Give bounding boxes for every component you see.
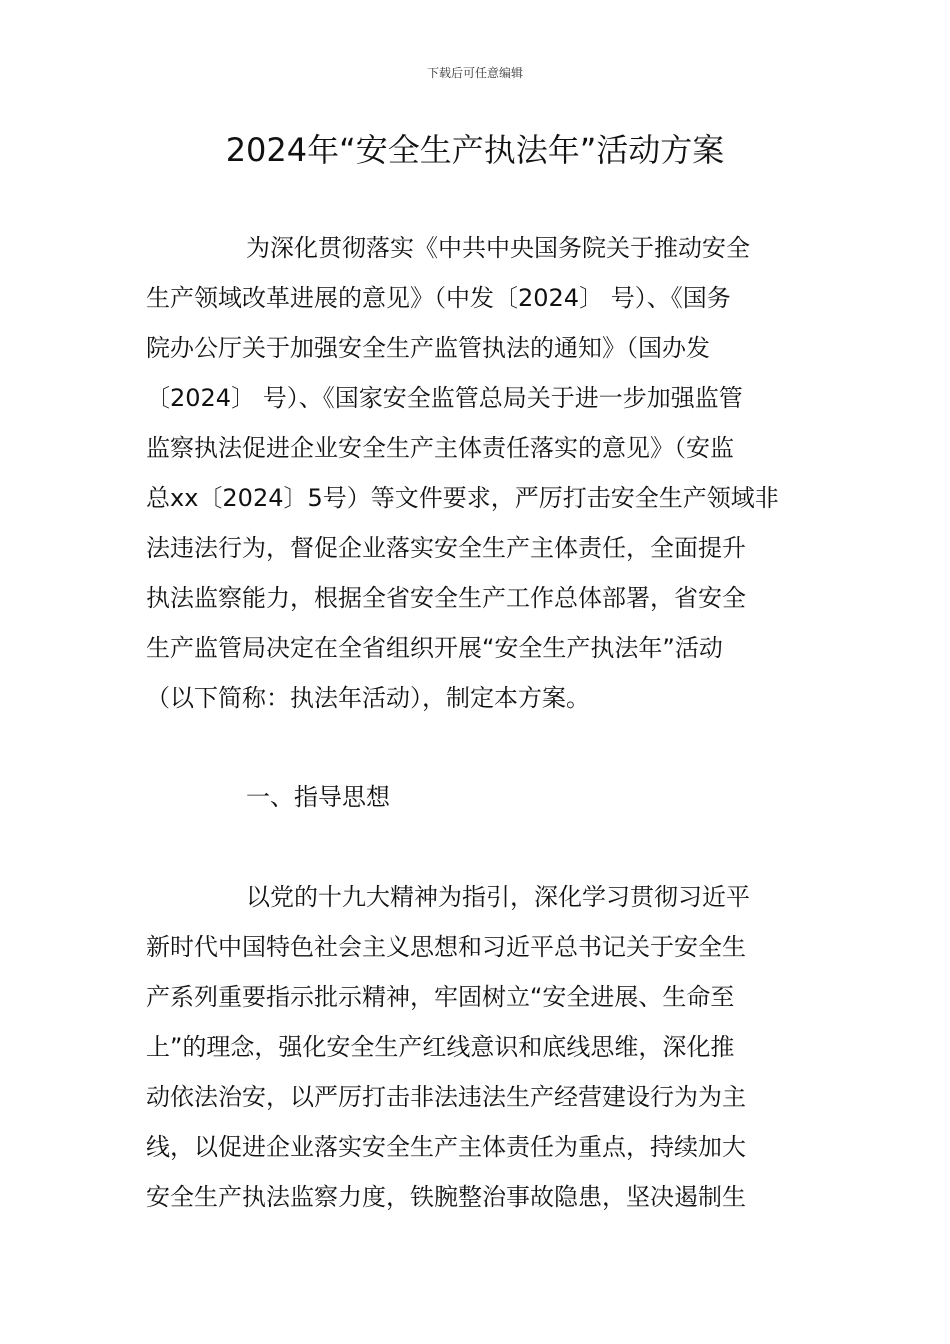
paragraph-line: 以党的十九大精神为指引，深化学习贯彻习近平	[246, 883, 750, 911]
page-header-note: 下载后可任意编辑	[426, 66, 523, 80]
paragraph-line: 〔2024〕 号）、《国家安全监管总局关于进一步加强监管	[146, 384, 743, 412]
paragraph-line: （以下简称：执法年活动），制定本方案。	[146, 684, 590, 712]
paragraph-line: 产系列重要指示批示精神，牢固树立“安全进展、生命至	[146, 983, 735, 1011]
paragraph-line: 线，以促进企业落实安全生产主体责任为重点，持续加大	[146, 1133, 746, 1161]
paragraph-line: 生产领域改革进展的意见》（中发〔2024〕 号）、《国务	[146, 284, 731, 312]
document-title: 2024年“安全生产执法年”活动方案	[225, 131, 725, 169]
paragraph-line: 新时代中国特色社会主义思想和习近平总书记关于安全生	[146, 933, 746, 961]
section-heading-guiding-ideology: 一、指导思想	[246, 783, 390, 811]
paragraph-line: 院办公厅关于加强安全生产监管执法的通知》（国办发	[146, 334, 710, 362]
paragraph-line: 监察执法促进企业安全生产主体责任落实的意见》（安监	[146, 434, 734, 462]
paragraph-line: 生产监管局决定在全省组织开展“安全生产执法年”活动	[146, 634, 723, 662]
paragraph-line: 上”的理念，强化安全生产红线意识和底线思维，深化推	[146, 1033, 735, 1061]
paragraph-line: 执法监察能力，根据全省安全生产工作总体部署，省安全	[146, 584, 746, 612]
paragraph-line: 为深化贯彻落实《中共中央国务院关于推动安全	[246, 234, 750, 262]
paragraph-line: 动依法治安，以严厉打击非法违法生产经营建设行为为主	[146, 1083, 746, 1111]
paragraph-line: 总xx〔2024〕5号）等文件要求，严厉打击安全生产领域非	[146, 484, 779, 512]
paragraph-line: 法违法行为，督促企业落实安全生产主体责任，全面提升	[146, 534, 746, 562]
paragraph-line: 安全生产执法监察力度，铁腕整治事故隐患，坚决遏制生	[146, 1183, 746, 1211]
guiding-ideology-paragraph	[146, 872, 806, 1222]
intro-paragraph	[146, 223, 806, 723]
